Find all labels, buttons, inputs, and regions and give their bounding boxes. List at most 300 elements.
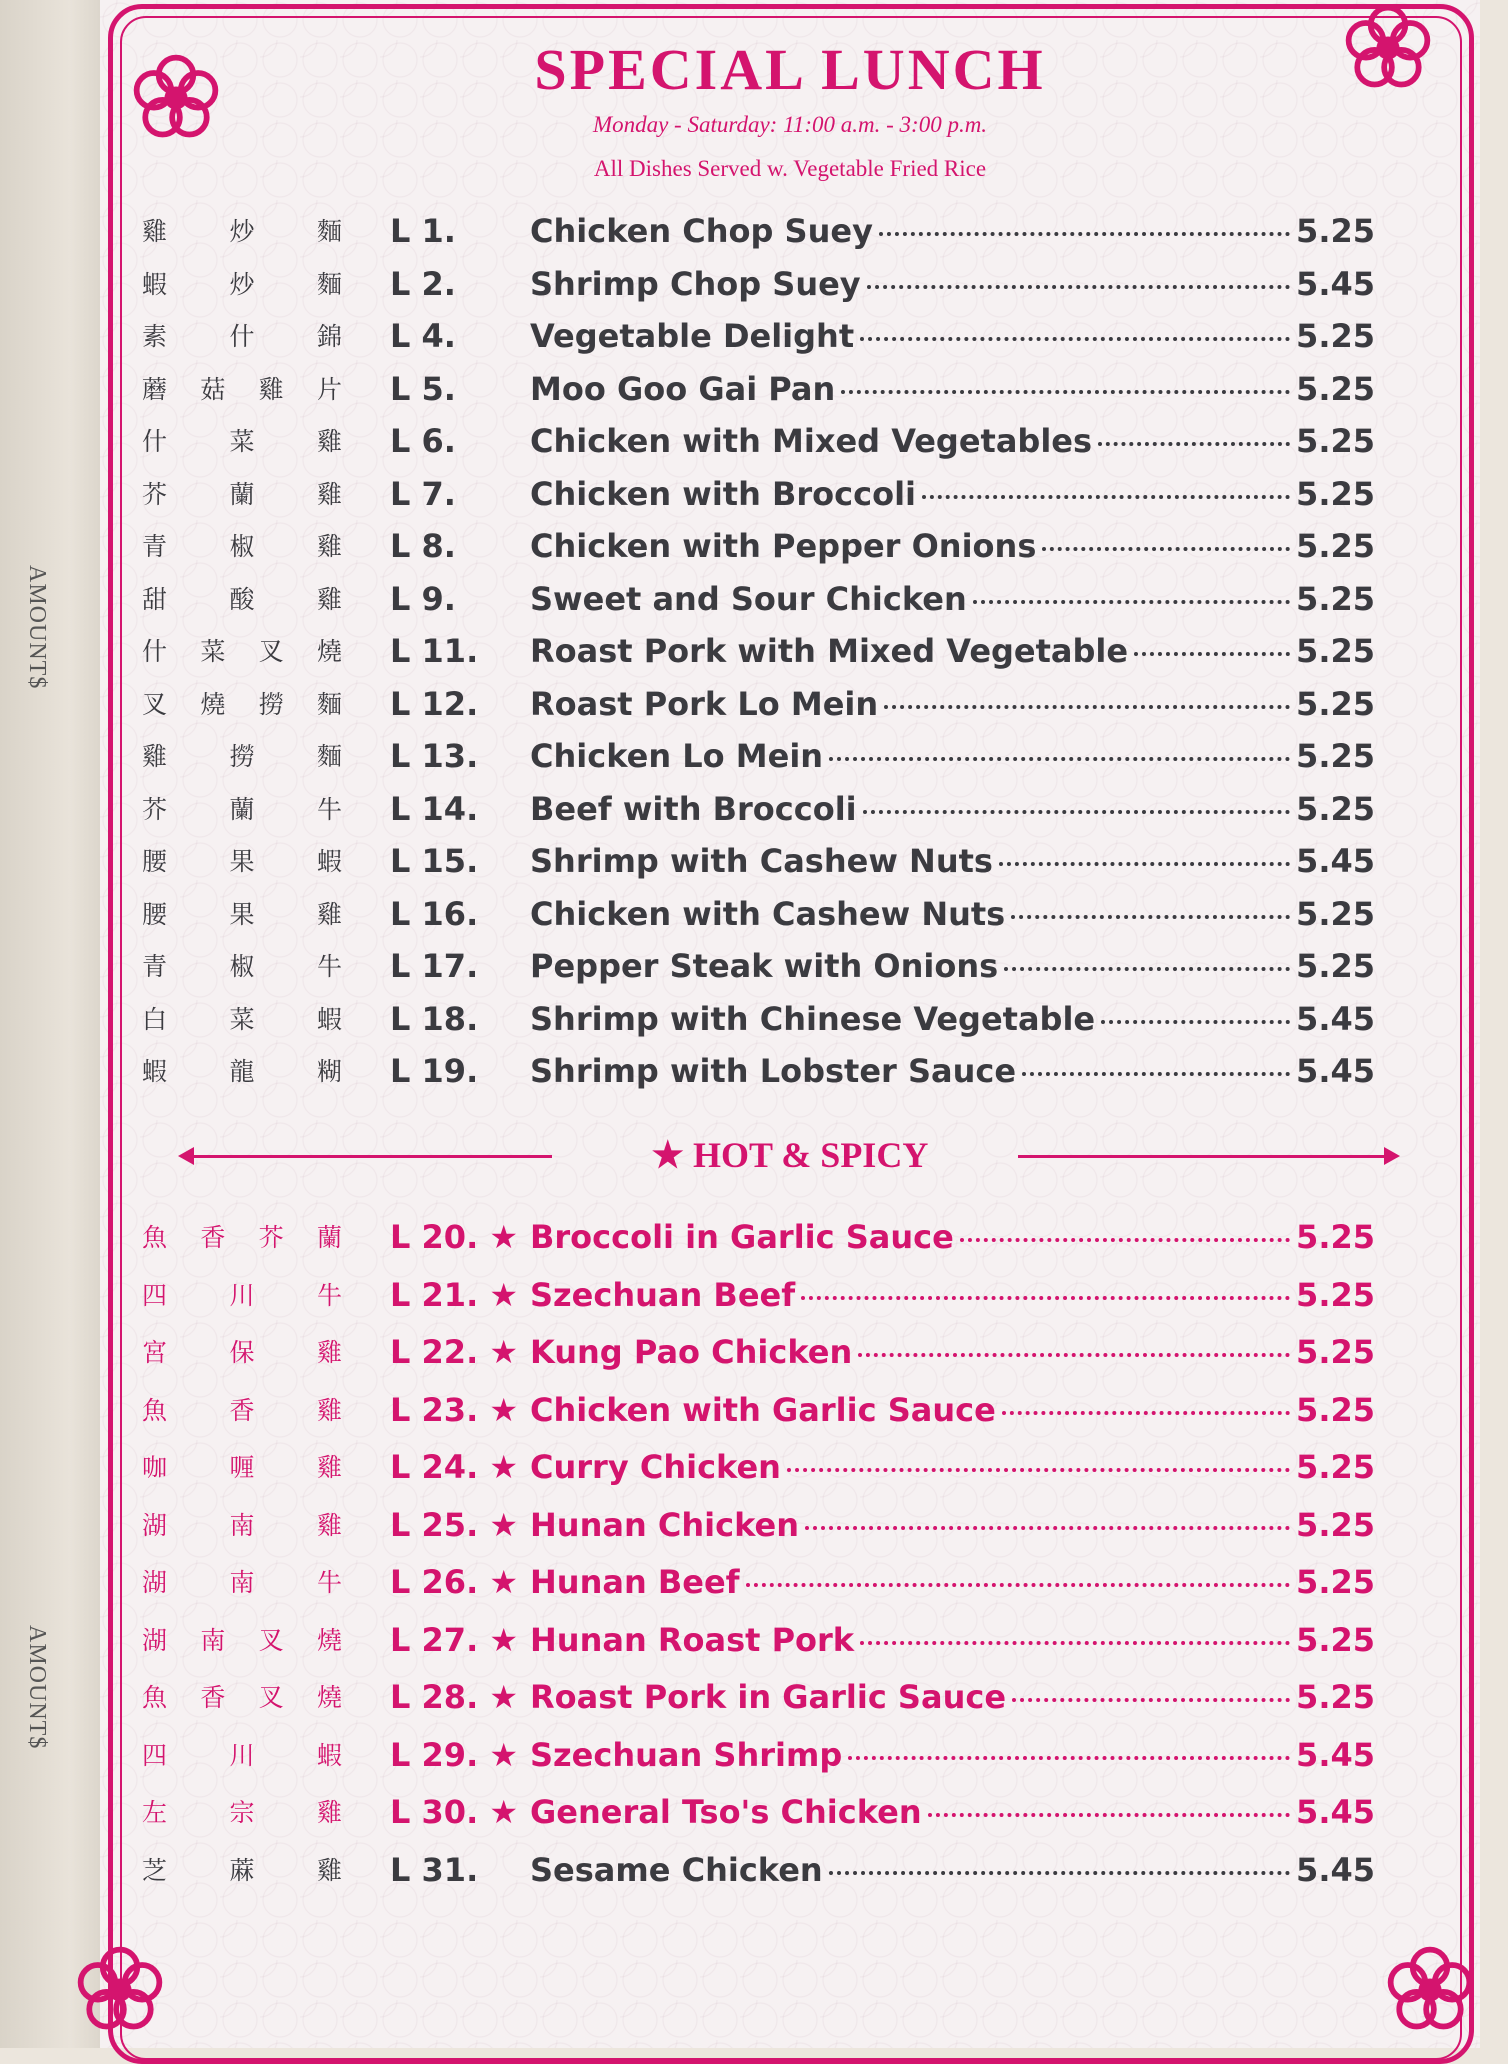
item-number: L 23. ★ (390, 1390, 519, 1429)
item-number: L 5. (390, 369, 456, 408)
item-chinese-name (142, 265, 342, 301)
chinese-character: 白 (142, 1004, 168, 1034)
item-name: Pepper Steak with Onions (530, 947, 999, 985)
chinese-character: 酸 (229, 584, 255, 614)
chinese-character: 蘭 (229, 479, 255, 509)
menu-item (100, 1391, 1480, 1437)
item-name: Chicken with Pepper Onions (530, 527, 1037, 565)
item-name: Chicken Lo Mein (530, 737, 824, 775)
item-price: 5.45 (1296, 1850, 1375, 1889)
item-price: 5.45 (1296, 1793, 1375, 1831)
dot-leader (960, 1238, 1290, 1242)
chinese-character: 菜 (229, 1004, 255, 1034)
chinese-character: 雞 (142, 217, 168, 246)
chinese-character: 蝦 (142, 269, 168, 299)
chinese-character: 湖 (142, 1625, 168, 1655)
item-line (530, 842, 1375, 880)
item-name: Hunan Chicken (530, 1505, 799, 1544)
amount-label-bottom: AMOUNT$ (24, 1625, 50, 1750)
chinese-character: 湖 (142, 1568, 168, 1597)
item-price: 5.25 (1296, 527, 1375, 565)
item-line (530, 1448, 1375, 1486)
dot-leader (1101, 1020, 1290, 1024)
item-number: L 25. ★ (390, 1505, 519, 1544)
chinese-character: 什 (142, 427, 168, 456)
item-line (530, 685, 1375, 723)
dot-leader (787, 1468, 1290, 1472)
chinese-character: 魚 (142, 1395, 168, 1425)
item-chinese-name (142, 685, 342, 721)
item-price: 5.25 (1296, 1275, 1375, 1314)
item-name: Vegetable Delight (530, 317, 855, 355)
item-chinese-name (142, 370, 342, 406)
item-chinese-name (142, 1506, 342, 1542)
chinese-character: 撈 (258, 689, 284, 719)
served-with-note: All Dishes Served w. Vegetable Fried Rice (593, 156, 987, 181)
chinese-character: 宗 (229, 1798, 255, 1827)
divider-right (1018, 1155, 1388, 1158)
chinese-character: 炒 (229, 269, 255, 299)
item-chinese-name (142, 1736, 342, 1772)
item-name: Chicken with Mixed Vegetables (530, 422, 1093, 460)
chinese-character: 腰 (142, 899, 168, 929)
dot-leader (884, 705, 1290, 709)
chinese-character: 雞 (316, 1798, 342, 1827)
dot-leader (841, 390, 1290, 394)
item-chinese-name (142, 317, 342, 353)
chinese-character: 椒 (229, 952, 255, 981)
flower-icon (72, 1942, 168, 2038)
menu-item (100, 1448, 1480, 1494)
item-line (530, 1851, 1375, 1889)
chinese-character: 麵 (316, 689, 342, 719)
item-price: 5.45 (1296, 264, 1375, 303)
item-line (530, 527, 1375, 565)
adjacent-page-strip (0, 0, 100, 2048)
chinese-character: 燒 (316, 1683, 342, 1712)
chinese-character: 什 (142, 637, 168, 666)
item-chinese-name (142, 632, 342, 668)
arrow-right-icon (1384, 1147, 1400, 1165)
chinese-character: 什 (229, 322, 255, 351)
item-number: L 15. (390, 842, 479, 880)
item-price: 5.25 (1296, 1333, 1375, 1371)
item-chinese-name (142, 580, 342, 616)
item-chinese-name (142, 1333, 342, 1369)
menu-item (100, 1621, 1480, 1667)
chinese-character: 錦 (316, 322, 342, 351)
menu-item (100, 1851, 1480, 1897)
item-name: Szechuan Shrimp (530, 1735, 843, 1774)
item-line (530, 1391, 1375, 1429)
chinese-character: 雞 (316, 1395, 342, 1425)
item-line (530, 475, 1375, 513)
chinese-character: 雞 (316, 427, 342, 456)
item-line (530, 790, 1375, 828)
chinese-character: 牛 (316, 952, 342, 981)
item-price: 5.25 (1296, 317, 1375, 355)
item-number: L 9. (390, 579, 456, 618)
item-name: Roast Pork with Mixed Vegetable (530, 632, 1129, 670)
item-price: 5.25 (1296, 1620, 1375, 1659)
chinese-character: 雞 (316, 1338, 342, 1367)
menu-item (100, 580, 1480, 626)
menu-item (100, 842, 1480, 888)
chinese-character: 麵 (316, 742, 342, 771)
item-price: 5.25 (1296, 737, 1375, 775)
item-number: L 27. ★ (390, 1620, 519, 1659)
item-price: 5.25 (1296, 894, 1375, 933)
dot-leader (973, 600, 1290, 604)
item-number: L 7. (390, 474, 456, 513)
chinese-character: 雞 (316, 899, 342, 929)
item-number: L 8. (390, 527, 456, 565)
item-name: Kung Pao Chicken (530, 1333, 853, 1371)
chinese-character: 蔴 (229, 1855, 255, 1885)
menu-item (100, 1793, 1480, 1839)
item-name: Roast Pork in Garlic Sauce (530, 1678, 1007, 1716)
item-chinese-name (142, 1218, 342, 1254)
item-chinese-name (142, 1448, 342, 1484)
dot-leader (848, 1756, 1290, 1760)
item-line (530, 737, 1375, 775)
menu-item (100, 1736, 1480, 1782)
menu-item (100, 1276, 1480, 1322)
item-name: Chicken with Garlic Sauce (530, 1390, 996, 1429)
chinese-character: 椒 (229, 532, 255, 561)
menu-item (100, 1506, 1480, 1552)
chinese-character: 左 (142, 1798, 168, 1827)
chinese-character: 糊 (316, 1057, 342, 1086)
item-number: L 18. (390, 999, 479, 1038)
item-number: L 29. ★ (390, 1735, 519, 1774)
chinese-character: 麵 (316, 217, 342, 246)
chinese-character: 香 (229, 1395, 255, 1425)
item-number: L 19. (390, 1052, 479, 1090)
menu-item (100, 632, 1480, 678)
item-number: L 4. (390, 317, 456, 355)
chinese-character: 芥 (258, 1223, 284, 1252)
item-line (530, 1621, 1375, 1659)
item-line (530, 1052, 1375, 1090)
dot-leader (746, 1583, 1290, 1587)
chinese-character: 芝 (142, 1855, 168, 1885)
item-number: L 16. (390, 894, 479, 933)
item-chinese-name (142, 1391, 342, 1427)
item-line (530, 1793, 1375, 1831)
chinese-character: 魚 (142, 1683, 168, 1712)
chinese-character: 蘑 (142, 374, 168, 404)
chinese-character: 雞 (316, 1855, 342, 1885)
item-line (530, 632, 1375, 670)
item-chinese-name (142, 212, 342, 248)
chinese-character: 川 (229, 1280, 255, 1310)
chinese-character: 燒 (200, 689, 226, 719)
item-name: Moo Goo Gai Pan (530, 369, 836, 408)
chinese-character: 雞 (316, 584, 342, 614)
chinese-character: 叉 (142, 689, 168, 719)
chinese-character: 芥 (142, 794, 168, 824)
item-line (530, 1506, 1375, 1544)
chinese-character: 撈 (229, 742, 255, 771)
dot-leader (860, 1641, 1290, 1645)
chinese-character: 龍 (229, 1057, 255, 1086)
chinese-character: 青 (142, 952, 168, 981)
item-number: L 24. ★ (390, 1448, 519, 1486)
item-name: General Tso's Chicken (530, 1793, 922, 1831)
chinese-character: 牛 (316, 1568, 342, 1597)
chinese-character: 叉 (258, 1625, 284, 1655)
item-price: 5.25 (1296, 1218, 1375, 1256)
chinese-character: 菜 (229, 427, 255, 456)
item-chinese-name (142, 1851, 342, 1887)
item-line (530, 212, 1375, 250)
item-number: L 2. (390, 264, 456, 303)
item-price: 5.25 (1296, 1390, 1375, 1429)
item-chinese-name (142, 1678, 342, 1714)
item-number: L 21. ★ (390, 1275, 519, 1314)
menu-item (100, 1333, 1480, 1379)
item-price: 5.25 (1296, 422, 1375, 460)
dot-leader (1022, 1072, 1290, 1076)
menu-item (100, 422, 1480, 468)
item-name: Shrimp with Chinese Vegetable (530, 999, 1096, 1038)
chinese-character: 叉 (258, 1683, 284, 1712)
chinese-character: 腰 (142, 847, 168, 876)
item-number: L 12. (390, 684, 479, 723)
item-price: 5.25 (1296, 212, 1375, 250)
item-line (530, 895, 1375, 933)
chinese-character: 蘭 (229, 794, 255, 824)
chinese-character: 牛 (316, 1280, 342, 1310)
chinese-character: 湖 (142, 1510, 168, 1540)
chinese-character: 牛 (316, 794, 342, 824)
dot-leader (928, 1813, 1290, 1817)
item-price: 5.25 (1296, 1448, 1375, 1486)
dot-leader (1002, 1411, 1290, 1415)
menu-item (100, 1678, 1480, 1724)
item-price: 5.45 (1296, 842, 1375, 880)
item-number: L 11. (390, 632, 479, 670)
chinese-character: 雞 (316, 532, 342, 561)
dot-leader (1098, 442, 1290, 446)
chinese-character: 菜 (200, 637, 226, 666)
menu-item (100, 265, 1480, 311)
item-line (530, 580, 1375, 618)
chinese-character: 燒 (316, 637, 342, 666)
item-line (530, 265, 1375, 303)
menu-item (100, 1563, 1480, 1609)
menu-item (100, 947, 1480, 993)
menu-item (100, 1052, 1480, 1098)
dot-leader (922, 495, 1290, 499)
chinese-character: 青 (142, 532, 168, 561)
item-price: 5.25 (1296, 579, 1375, 618)
item-name: Curry Chicken (530, 1448, 781, 1486)
chinese-character: 雞 (258, 374, 284, 404)
dot-leader (858, 1353, 1290, 1357)
item-number: L 31. (390, 1850, 479, 1889)
item-name: Szechuan Beef (530, 1275, 796, 1314)
item-price: 5.45 (1296, 1052, 1375, 1090)
chinese-character: 菇 (200, 374, 226, 404)
chinese-character: 雞 (142, 742, 168, 771)
chinese-character: 素 (142, 322, 168, 351)
chinese-character: 喱 (229, 1453, 255, 1482)
dot-leader (860, 337, 1290, 341)
item-number: L 1. (390, 212, 456, 250)
item-price: 5.25 (1296, 474, 1375, 513)
chinese-character: 四 (142, 1280, 168, 1310)
hot-spicy-label: ★ HOT & SPICY (651, 1135, 929, 1175)
chinese-character: 果 (229, 899, 255, 929)
item-name: Roast Pork Lo Mein (530, 684, 879, 723)
item-number: L 28. ★ (390, 1678, 519, 1716)
item-chinese-name (142, 790, 342, 826)
menu-item (100, 737, 1480, 783)
amount-label-top: AMOUNT$ (24, 565, 50, 690)
item-name: Sesame Chicken (530, 1850, 823, 1889)
chinese-character: 南 (229, 1568, 255, 1597)
item-number: L 30. ★ (390, 1793, 519, 1831)
dot-leader (1011, 915, 1290, 919)
dot-leader (829, 1871, 1290, 1875)
item-price: 5.45 (1296, 999, 1375, 1038)
item-name: Beef with Broccoli (530, 789, 857, 828)
item-chinese-name (142, 737, 342, 773)
item-line (530, 1736, 1375, 1774)
item-chinese-name (142, 527, 342, 563)
item-name: Broccoli in Garlic Sauce (530, 1218, 954, 1256)
menu-item (100, 475, 1480, 521)
item-name: Shrimp with Lobster Sauce (530, 1052, 1017, 1090)
chinese-character: 炒 (229, 217, 255, 246)
chinese-character: 宮 (142, 1338, 168, 1367)
item-line (530, 422, 1375, 460)
chinese-character: 香 (200, 1683, 226, 1712)
item-line (530, 947, 1375, 985)
chinese-character: 甜 (142, 584, 168, 614)
item-chinese-name (142, 842, 342, 878)
item-price: 5.25 (1296, 1678, 1375, 1716)
item-line (530, 1563, 1375, 1601)
chinese-character: 果 (229, 847, 255, 876)
flower-icon (1382, 1942, 1478, 2038)
item-price: 5.25 (1296, 632, 1375, 670)
chinese-character: 燒 (316, 1625, 342, 1655)
dot-leader (863, 810, 1290, 814)
chinese-character: 雞 (316, 479, 342, 509)
chinese-character: 四 (142, 1740, 168, 1770)
dot-leader (1134, 652, 1290, 656)
item-line (530, 1000, 1375, 1038)
item-chinese-name (142, 1000, 342, 1036)
menu-item (100, 1218, 1480, 1264)
item-name: Sweet and Sour Chicken (530, 579, 967, 618)
chinese-character: 南 (200, 1625, 226, 1655)
chinese-character: 蘭 (316, 1223, 342, 1252)
dot-leader (867, 285, 1290, 289)
menu-item (100, 370, 1480, 416)
menu-title: SPECIAL LUNCH (534, 37, 1046, 102)
item-name: Chicken with Cashew Nuts (530, 894, 1006, 933)
menu-item (100, 212, 1480, 258)
item-chinese-name (142, 1621, 342, 1657)
item-price: 5.25 (1296, 1505, 1375, 1544)
item-price: 5.25 (1296, 1563, 1375, 1601)
chinese-character: 咖 (142, 1453, 168, 1482)
item-chinese-name (142, 1052, 342, 1088)
chinese-character: 魚 (142, 1223, 168, 1252)
chinese-character: 香 (200, 1223, 226, 1252)
item-price: 5.25 (1296, 684, 1375, 723)
item-line (530, 1276, 1375, 1314)
dot-leader (801, 1296, 1290, 1300)
menu-item (100, 685, 1480, 731)
item-name: Hunan Beef (530, 1563, 740, 1601)
item-price: 5.25 (1296, 369, 1375, 408)
item-line (530, 1678, 1375, 1716)
item-chinese-name (142, 1563, 342, 1599)
item-line (530, 1218, 1375, 1256)
lunch-hours: Monday - Saturday: 11:00 a.m. - 3:00 p.m. (592, 112, 988, 137)
item-name: Shrimp with Cashew Nuts (530, 842, 993, 880)
item-number: L 13. (390, 737, 479, 775)
item-price: 5.45 (1296, 1735, 1375, 1774)
item-number: L 17. (390, 947, 479, 985)
dot-leader (1012, 1698, 1290, 1702)
hot-spicy-header (100, 1130, 1480, 1180)
item-chinese-name (142, 895, 342, 931)
item-chinese-name (142, 947, 342, 983)
item-name: Chicken with Broccoli (530, 474, 917, 513)
menu-item (100, 527, 1480, 573)
chinese-character: 蝦 (142, 1057, 168, 1086)
item-number: L 20. ★ (390, 1218, 519, 1256)
dot-leader (999, 862, 1290, 866)
chinese-character: 蝦 (316, 1740, 342, 1770)
dot-leader (1042, 547, 1290, 551)
dot-leader (879, 232, 1290, 236)
chinese-character: 南 (229, 1510, 255, 1540)
item-line (530, 1333, 1375, 1371)
menu-item (100, 317, 1480, 363)
dot-leader (805, 1526, 1290, 1530)
item-chinese-name (142, 1276, 342, 1312)
chinese-character: 蝦 (316, 1004, 342, 1034)
chinese-character: 叉 (258, 637, 284, 666)
dot-leader (829, 757, 1290, 761)
item-number: L 22. ★ (390, 1333, 519, 1371)
chinese-character: 片 (316, 374, 342, 404)
menu-item (100, 895, 1480, 941)
item-number: L 14. (390, 789, 479, 828)
item-name: Hunan Roast Pork (530, 1620, 855, 1659)
item-number: L 6. (390, 422, 456, 460)
chinese-character: 雞 (316, 1510, 342, 1540)
item-chinese-name (142, 422, 342, 458)
item-chinese-name (142, 1793, 342, 1829)
item-price: 5.25 (1296, 947, 1375, 985)
item-chinese-name (142, 475, 342, 511)
item-line (530, 370, 1375, 408)
item-name: Chicken Chop Suey (530, 212, 873, 250)
item-line (530, 317, 1375, 355)
chinese-character: 芥 (142, 479, 168, 509)
chinese-character: 蝦 (316, 847, 342, 876)
chinese-character: 雞 (316, 1453, 342, 1482)
dot-leader (1004, 967, 1290, 971)
